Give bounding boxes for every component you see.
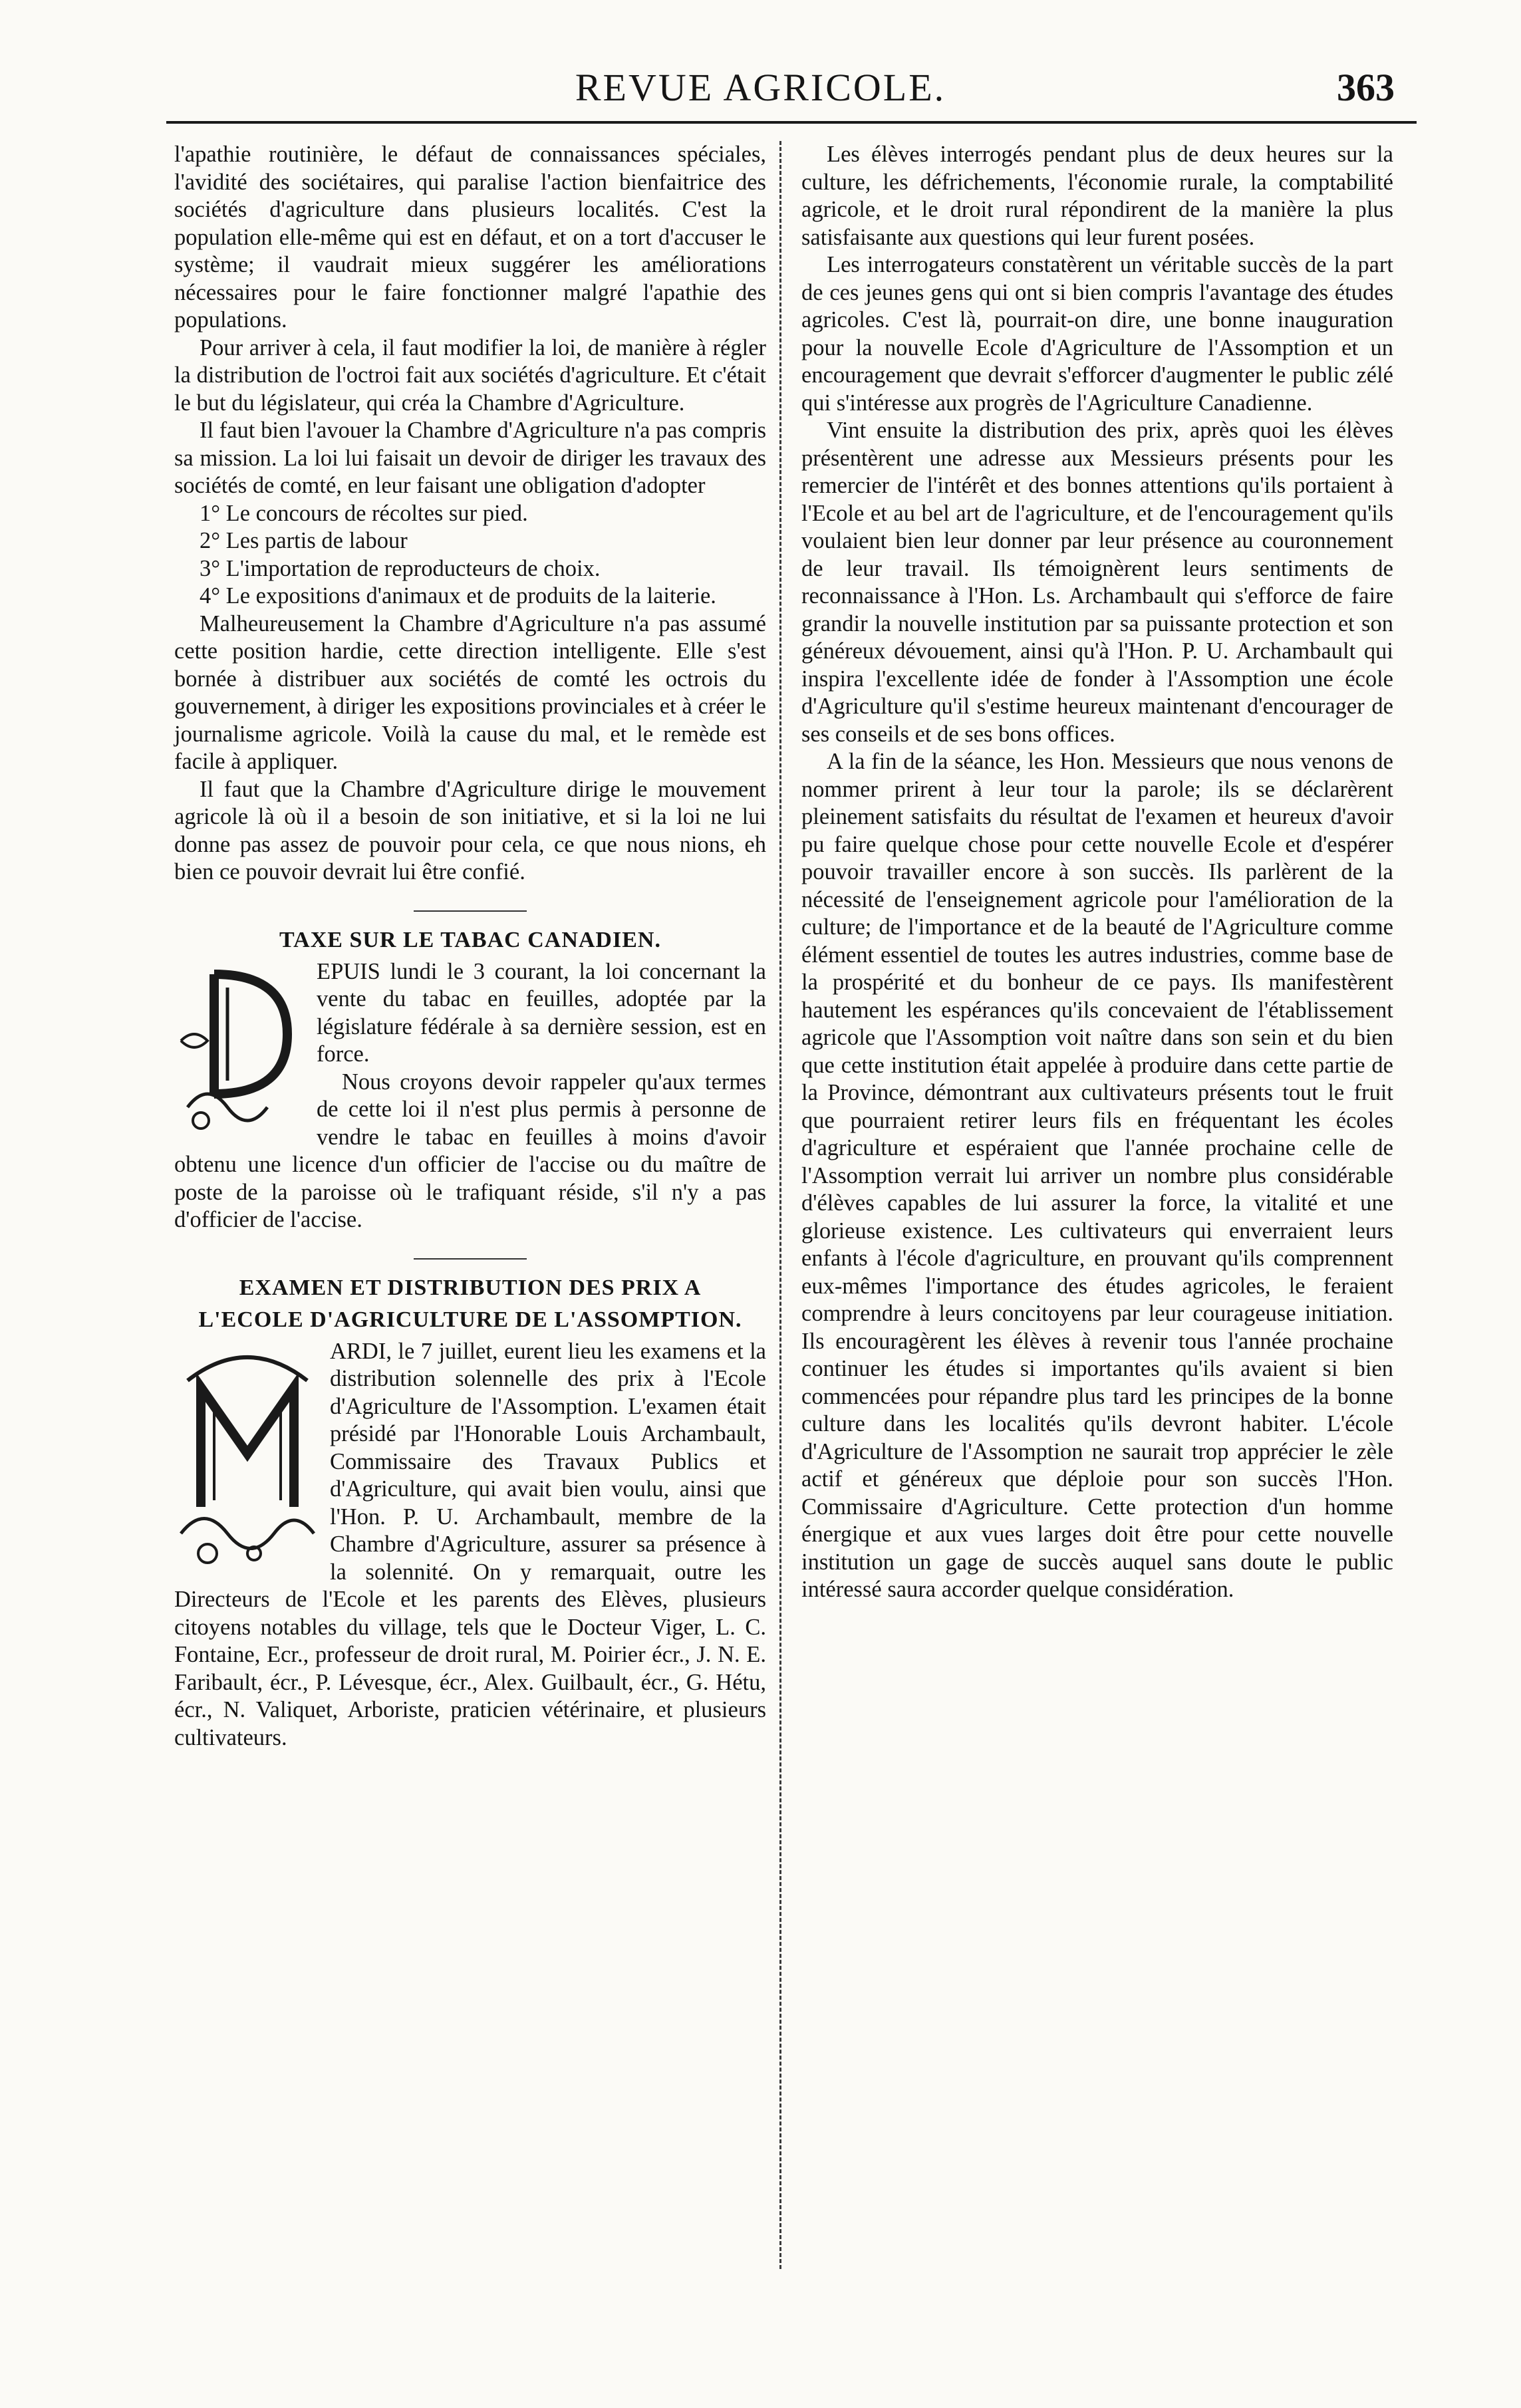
paragraph: ARDI, le 7 juillet, eurent lieu les examens et la distribution solennelle des prix à l'Ecole d'Agriculture de l'Assomption. L'examen était présidé par l'Honorable Louis Archambault, Commissaire des Travaux Publics et d'Agriculture, qui avait bien voulu, ainsi que l'Hon. P. U. Archambault, membre de la Chambre d'Agriculture, assurer sa présence à la solennité. On y remarquait, outre les Directeurs de l'Ecole et les parents des Elèves, plusieurs citoyens notables du village, tels que le Docteur Viger, L. C. Fontaine, Ecr., professeur de droit rural, M. Poirier écr., J. N. E. Faribault, écr., P. Lévesque, écr., Alex. Guilbault, écr., G. Hétu, écr., N. Valiquet, Arboriste, praticien vétérinaire, et plusieurs cultivateurs. (174, 1338, 766, 1750)
page-header (0, 0, 1521, 160)
section-separator (414, 1258, 527, 1260)
list-item: 3° L'importation de reproducteurs de choix. (200, 555, 601, 581)
paragraph: l'apathie routinière, le défaut de connaissances spéciales, l'avidité des sociétaires, qui paralise l'action bienfaitrice des sociétés d'agriculture dans plusieurs localités. C'est la population elle-même qui est en défaut, et on a tort d'accuser le système; il vaudrait mieux suggérer les améliorations nécessaires pour le faire fonctionner malgré l'apathie des populations. (174, 142, 766, 333)
list-item: 1° Le concours de récoltes sur pied. (200, 500, 528, 526)
paragraph: Malheureusement la Chambre d'Agriculture n'a pas assumé cette position hardie, cette direction intelligente. Elle s'est bornée à distribuer aux sociétés de comté les octrois du gouvernement, à diriger les expositions provinciales et à créer le journalisme agricole. Voilà la cause du mal, et le remède est facile à appliquer. (174, 610, 766, 774)
paragraph: Il faut bien l'avouer la Chambre d'Agriculture n'a pas compris sa mission. La loi lui faisait un devoir de diriger les travaux des sociétés de comté, en leur faisant une obligation d'adopter (174, 418, 766, 498)
running-title: REVUE AGRICOLE. (575, 66, 946, 109)
paragraph: Nous croyons devoir rappeler qu'aux termes de cette loi il n'est plus permis à personne de vendre le tabac en feuilles à moins d'avoir obtenu une licence d'un officier de l'accise ou du maître de poste de la paroisse où le trafiquant réside, s'il n'y a pas d'officier de l'accise. (174, 1069, 766, 1232)
paragraph: Les élèves interrogés pendant plus de deux heures sur la culture, les défrichements, l'économie rurale, la comptabilité agricole, et le droit rural répondirent de la manière la plus satisfaisante aux questions qui leur furent posées. (801, 142, 1393, 250)
paragraph: Vint ensuite la distribution des prix, après quoi les élèves présentèrent une adresse aux Messieurs présents pour les remercier de l'intérêt et des bonnes attentions qu'ils portaient à l'Ecole et au bel art de l'agriculture, et de l'encouragement qu'ils voulaient bien leur donner par leur présence au couronnement de leur travail. Ils témoignèrent leurs sentiments de reconnaissance à l'Hon. Ls. Archambault qui s'efforce de faire grandir la nouvelle institution par sa puissante protection et son généreux dévouement, ainsi qu'à l'Hon. P. U. Archambault qui inspira l'excellente idée de fonder à l'Assomption une école d'Agriculture qu'il s'estime heureux maintenant d'encourager de ses conseils et de ses bons offices. (801, 418, 1393, 747)
left-column (174, 141, 766, 1752)
paragraph: Pour arriver à cela, il faut modifier la loi, de manière à régler la distribution de l'octroi fait aux sociétés d'agriculture. Et c'était le but du législateur, qui créa la Chambre d'Agriculture. (174, 334, 766, 416)
ornamental-initial-d-icon (174, 961, 307, 1140)
column-divider (779, 141, 781, 2269)
tabac-heading: TAXE SUR LE TABAC CANADIEN. (279, 927, 661, 952)
tabac-article (174, 958, 766, 1234)
examen-article (174, 1338, 766, 1752)
paragraph: A la fin de la séance, les Hon. Messieurs que nous venons de nommer prirent à leur tour la parole; ils se déclarèrent pleinement satisfaits du résultat de l'examen et heureux d'avoir pu faire quelque chose pour cette nouvelle Ecole et d'espérer pouvoir travailler encore à son succès. Ils parlèrent de la nécessité de l'enseignement agricole pour l'amélioration de la culture; de l'importance et de la beauté de l'Agriculture comme élément essentiel de toutes les autres industries, comme base de la prospérité et du bonheur de ce pays. Ils manifestèrent hautement les espérances qu'ils concevaient de l'établissement agricole que l'Assomption voit naître dans son sein et du bien que cette institution était appelée à produire dans cette partie de la Province, démontrant aux cultivateurs présents tout le fruit que pourraient retirer leurs fils en fréquentant les écoles d'agriculture et espéraient que l'année prochaine celle de l'Assomption verrait lui arriver un nombre plus considérable d'élèves capables de lui assurer la force, la vitalité et une glorieuse existence. Les cultivateurs qui enverraient leurs enfants à l'école d'agriculture, en prouvant qu'ils comprennent eux-mêmes l'importance des études agricoles, le feraient comprendre à leurs concitoyens par leur courageuse initiation. Ils encouragèrent les élèves à revenir tous l'année prochaine continuer les études si importantes qu'ils avaient si bien commencées pour répandre plus tard les principes de la bonne culture dans les localités qu'ils devront habiter. L'école d'Agriculture de l'Assomption ne saurait trop apprécier le zèle actif et généreux que déploie pour son succès l'Hon. Commissaire d'Agriculture. Cette protection d'un homme énergique et aux vues larges doit être pour cette nouvelle institution un gage de succès auquel sans doute le public intéressé saura accorder quelque considération. (801, 749, 1393, 1602)
list-item: 4° Le expositions d'animaux et de produits de la laiterie. (200, 583, 716, 608)
examen-heading-line2: L'ECOLE D'AGRICULTURE DE L'ASSOMPTION. (198, 1307, 742, 1332)
paragraph: Il faut que la Chambre d'Agriculture dirige le mouvement agricole là où il a besoin de son initiative, et si la loi ne lui donne pas assez de pouvoir pour cela, ce que nous nions, eh bien ce pouvoir devrait lui être confié. (174, 776, 766, 884)
list-item: 2° Les partis de labour (200, 528, 408, 553)
section-separator (414, 910, 527, 912)
page-number: 363 (1337, 66, 1395, 109)
right-column (801, 141, 1393, 1604)
examen-heading-line1: EXAMEN ET DISTRIBUTION DES PRIX A (239, 1275, 702, 1300)
ornamental-initial-m-icon (174, 1341, 321, 1573)
header-rule (166, 121, 1417, 124)
paragraph: EPUIS lundi le 3 courant, la loi concernant la vente du tabac en feuilles, adoptée par la législature fédérale à sa dernière session, est en force. (317, 958, 766, 1067)
paragraph: Les interrogateurs constatèrent un véritable succès de la part de ces jeunes gens qui ont si bien compris l'avantage des études agricoles. C'est là, pourrait-on dire, une bonne inauguration pour la nouvelle Ecole d'Agriculture de l'Assomption et un encouragement que devrait s'efforcer d'augmenter le public zélé qui s'intéresse aux progrès de l'Agriculture Canadienne. (801, 252, 1393, 416)
